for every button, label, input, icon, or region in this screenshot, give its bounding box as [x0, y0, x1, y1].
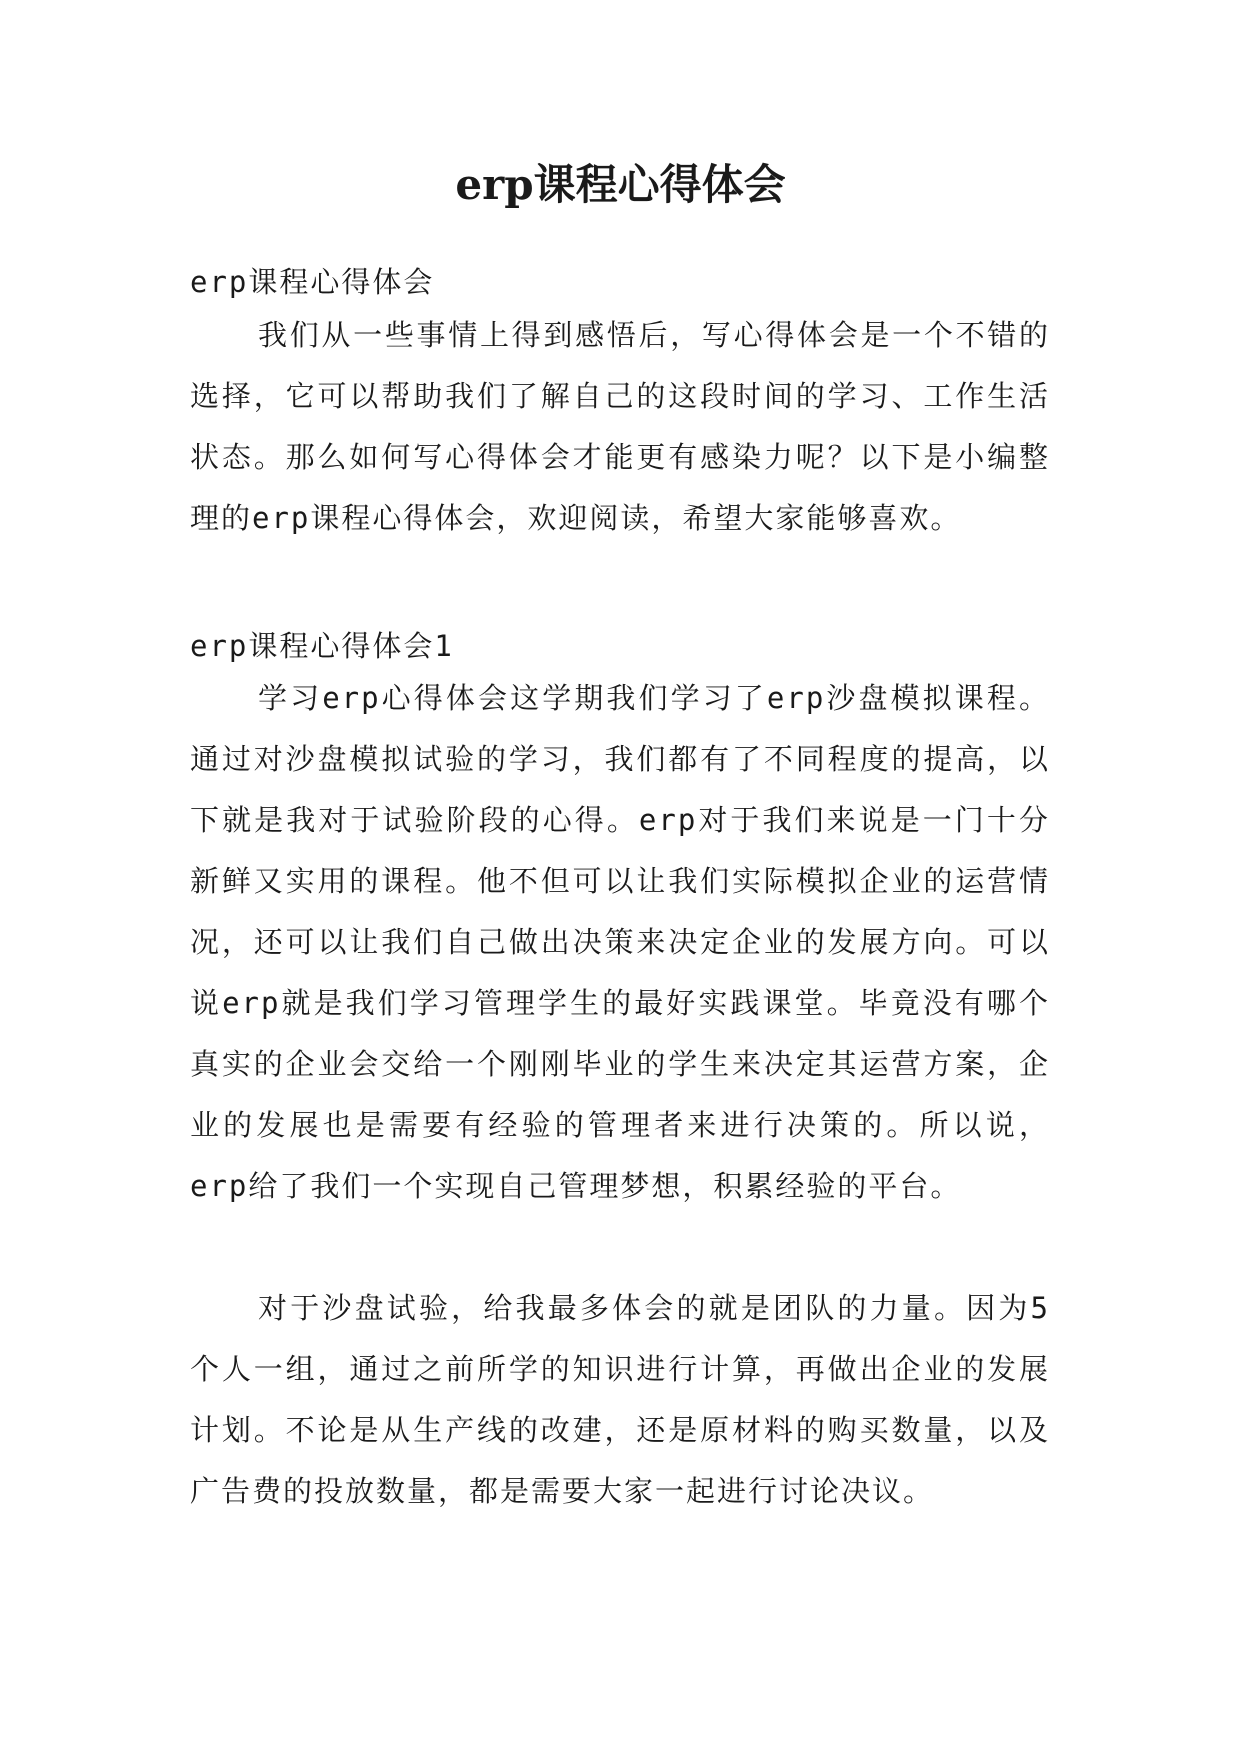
- section1-paragraph-2: 对于沙盘试验，给我最多体会的就是团队的力量。因为5个人一组，通过之前所学的知识进行计算，再做出企业的发展计划。不论是从生产线的改建，还是原材料的购买数量，以及广告费的投放数量，都是需要大家一起进行讨论决议。: [190, 1291, 1050, 1508]
- intro-heading: erp课程心得体会: [190, 265, 435, 299]
- section1-heading: erp课程心得体会1: [190, 629, 454, 663]
- section1-paragraph-1: 学习erp心得体会这学期我们学习了erp沙盘模拟课程。通过对沙盘模拟试验的学习，我们都有了不同程度的提高，以下就是我对于试验阶段的心得。erp对于我们来说是一门十分新鲜又实用的课程。他不但可以让我们实际模拟企业的运营情况，还可以让我们自己做出决策来决定企业的发展方向。可以说erp就是我们学习管理学生的最好实践课堂。毕竟没有哪个真实的企业会交给一个刚刚毕业的学生来决定其运营方案，企业的发展也是需要有经验的管理者来进行决策的。所以说，erp给了我们一个实现自己管理梦想，积累经验的平台。: [190, 681, 1050, 1203]
- intro-paragraph: 我们从一些事情上得到感悟后，写心得体会是一个不错的选择，它可以帮助我们了解自己的这段时间的学习、工作生活状态。那么如何写心得体会才能更有感染力呢？以下是小编整理的erp课程心得体会，欢迎阅读，希望大家能够喜欢。: [190, 318, 1050, 535]
- document-title: erp课程心得体会: [455, 160, 786, 209]
